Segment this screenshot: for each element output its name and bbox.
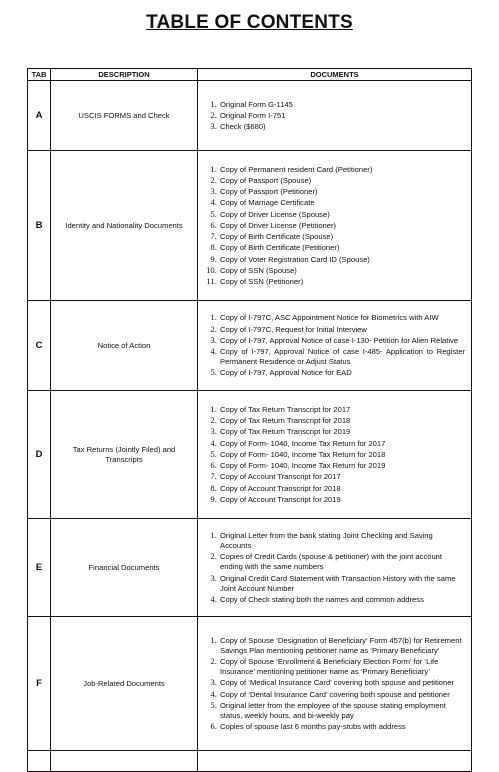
list-item: 1. Copy of Spouse ‘Designation of Beneficiary’ Form 457(b) for Retirement Savings Plan mentioning petitioner name as ‘Primary Beneficiary’ — [219, 635, 465, 656]
list-item: 2. Copies of Credit Cards (spouse & petitioner) with the joint account ending with the same numbers — [219, 551, 465, 572]
header-description: DESCRIPTION — [51, 69, 198, 81]
section-row-b — [28, 151, 472, 301]
documents-cell — [198, 519, 472, 617]
section-description: Job-Related Documents — [51, 617, 198, 751]
list-item: 1. Copy of Tax Return Transcript for 2017 — [219, 404, 465, 415]
list-item: 3. Check ($680) — [219, 121, 465, 132]
documents-list — [198, 404, 471, 505]
list-item: 3. Copy of Passport (Petitioner) — [219, 186, 465, 197]
documents-list — [198, 312, 471, 378]
section-row-f — [28, 617, 472, 751]
list-item: 2. Original Form I-751 — [219, 110, 465, 121]
list-item: 6. Copy of Form- 1040, Income Tax Return for 2019 — [219, 460, 465, 471]
list-item: 4. Copy of Marriage Certificate — [219, 197, 465, 208]
table-header-row — [28, 69, 472, 81]
tab-letter: B — [28, 151, 51, 301]
documents-cell — [198, 301, 472, 391]
list-item: 8. Copy of Account Transcript for 2018 — [219, 483, 465, 494]
documents-cell — [198, 81, 472, 151]
list-item: 11. Copy of SSN (Petitioner) — [219, 276, 465, 287]
tab-letter: D — [28, 391, 51, 519]
list-item: 9. Copy of Voter Registration Card ID (Spouse) — [219, 254, 465, 265]
list-item: 5. Copy of Driver License (Spouse) — [219, 209, 465, 220]
section-description: Identity and Nationality Documents — [51, 151, 198, 301]
section-description: Notice of Action — [51, 301, 198, 391]
empty-cell — [198, 751, 472, 772]
list-item: 5. Original letter from the employee of the spouse stating employment status, weekly hours, and bi-weekly pay — [219, 700, 465, 721]
contents-table — [27, 68, 472, 772]
documents-list — [198, 164, 471, 287]
tab-letter: C — [28, 301, 51, 391]
tab-letter: E — [28, 519, 51, 617]
list-item: 2. Copy of Tax Return Transcript for 2018 — [219, 415, 465, 426]
list-item: 3. Original Credit Card Statement with Transaction History with the same Joint Account Number — [219, 573, 465, 594]
list-item: 8. Copy of Birth Certificate (Petitioner) — [219, 242, 465, 253]
list-item: 4. Copy of Form- 1040, Income Tax Return for 2017 — [219, 438, 465, 449]
documents-list — [198, 99, 471, 133]
list-item: 7. Copy of Birth Certificate (Spouse) — [219, 231, 465, 242]
list-item: 1. Copy of Permanent resident Card (Petitioner) — [219, 164, 465, 175]
header-documents: DOCUMENTS — [198, 69, 472, 81]
section-row-next — [28, 751, 472, 772]
tab-letter: F — [28, 617, 51, 751]
list-item: 4. Copy of I-797, Approval Notice of case I-485- Application to Register Permanent Residence or Adjust Status — [219, 346, 465, 367]
list-item: 3. Copy of I-797, Approval Notice of case I-130- Petition for Alien Relative — [219, 335, 465, 346]
section-row-a — [28, 81, 472, 151]
documents-cell — [198, 151, 472, 301]
list-item: 1. Copy of I-797C, ASC Appointment Notice for Biometrics with AIW — [219, 312, 465, 323]
list-item: 4. Copy of Check stating both the names and common address — [219, 594, 465, 605]
list-item: 4. Copy of ‘Dental Insurance Card’ covering both spouse and petitioner — [219, 689, 465, 700]
section-row-c — [28, 301, 472, 391]
list-item: 5. Copy of I-797, Approval Notice for EAD — [219, 367, 465, 378]
list-item: 3. Copy of ‘Medical Insurance Card’ covering both spouse and petitioner — [219, 677, 465, 688]
list-item: 5. Copy of Form- 1040, Income Tax Return for 2018 — [219, 449, 465, 460]
list-item: 3. Copy of Tax Return Transcript for 2019 — [219, 426, 465, 437]
list-item: 6. Copies of spouse last 6 months pay-stubs with address — [219, 721, 465, 732]
empty-cell — [51, 751, 198, 772]
tab-letter: A — [28, 81, 51, 151]
list-item: 1. Original Letter from the bank stating Joint Checking and Saving Accounts — [219, 530, 465, 551]
documents-list — [198, 635, 471, 733]
list-item: 1. Original Form G-1145 — [219, 99, 465, 110]
section-description: Tax Returns (Jointly Filed) and Transcripts — [51, 391, 198, 519]
documents-cell — [198, 617, 472, 751]
list-item: 2. Copy of I-797C, Request for Initial Interview — [219, 324, 465, 335]
list-item: 6. Copy of Driver License (Petitioner) — [219, 220, 465, 231]
list-item: 2. Copy of Passport (Spouse) — [219, 175, 465, 186]
empty-cell — [28, 751, 51, 772]
list-item: 9. Copy of Account Transcript for 2019 — [219, 494, 465, 505]
section-description: USCIS FORMS and Check — [51, 81, 198, 151]
list-item: 10. Copy of SSN (Spouse) — [219, 265, 465, 276]
section-row-d — [28, 391, 472, 519]
header-tab: TAB — [28, 69, 51, 81]
documents-list — [198, 530, 471, 605]
page-title: TABLE OF CONTENTS — [146, 12, 353, 33]
list-item: 2. Copy of Spouse ‘Enrollment & Beneficiary Election Form’ for ‘Life Insurance’ mentioning petitioner name as ‘Primary Beneficiary’ — [219, 656, 465, 677]
section-description: Financial Documents — [51, 519, 198, 617]
section-row-e — [28, 519, 472, 617]
documents-cell — [198, 391, 472, 519]
list-item: 7. Copy of Account Transcript for 2017 — [219, 471, 465, 482]
